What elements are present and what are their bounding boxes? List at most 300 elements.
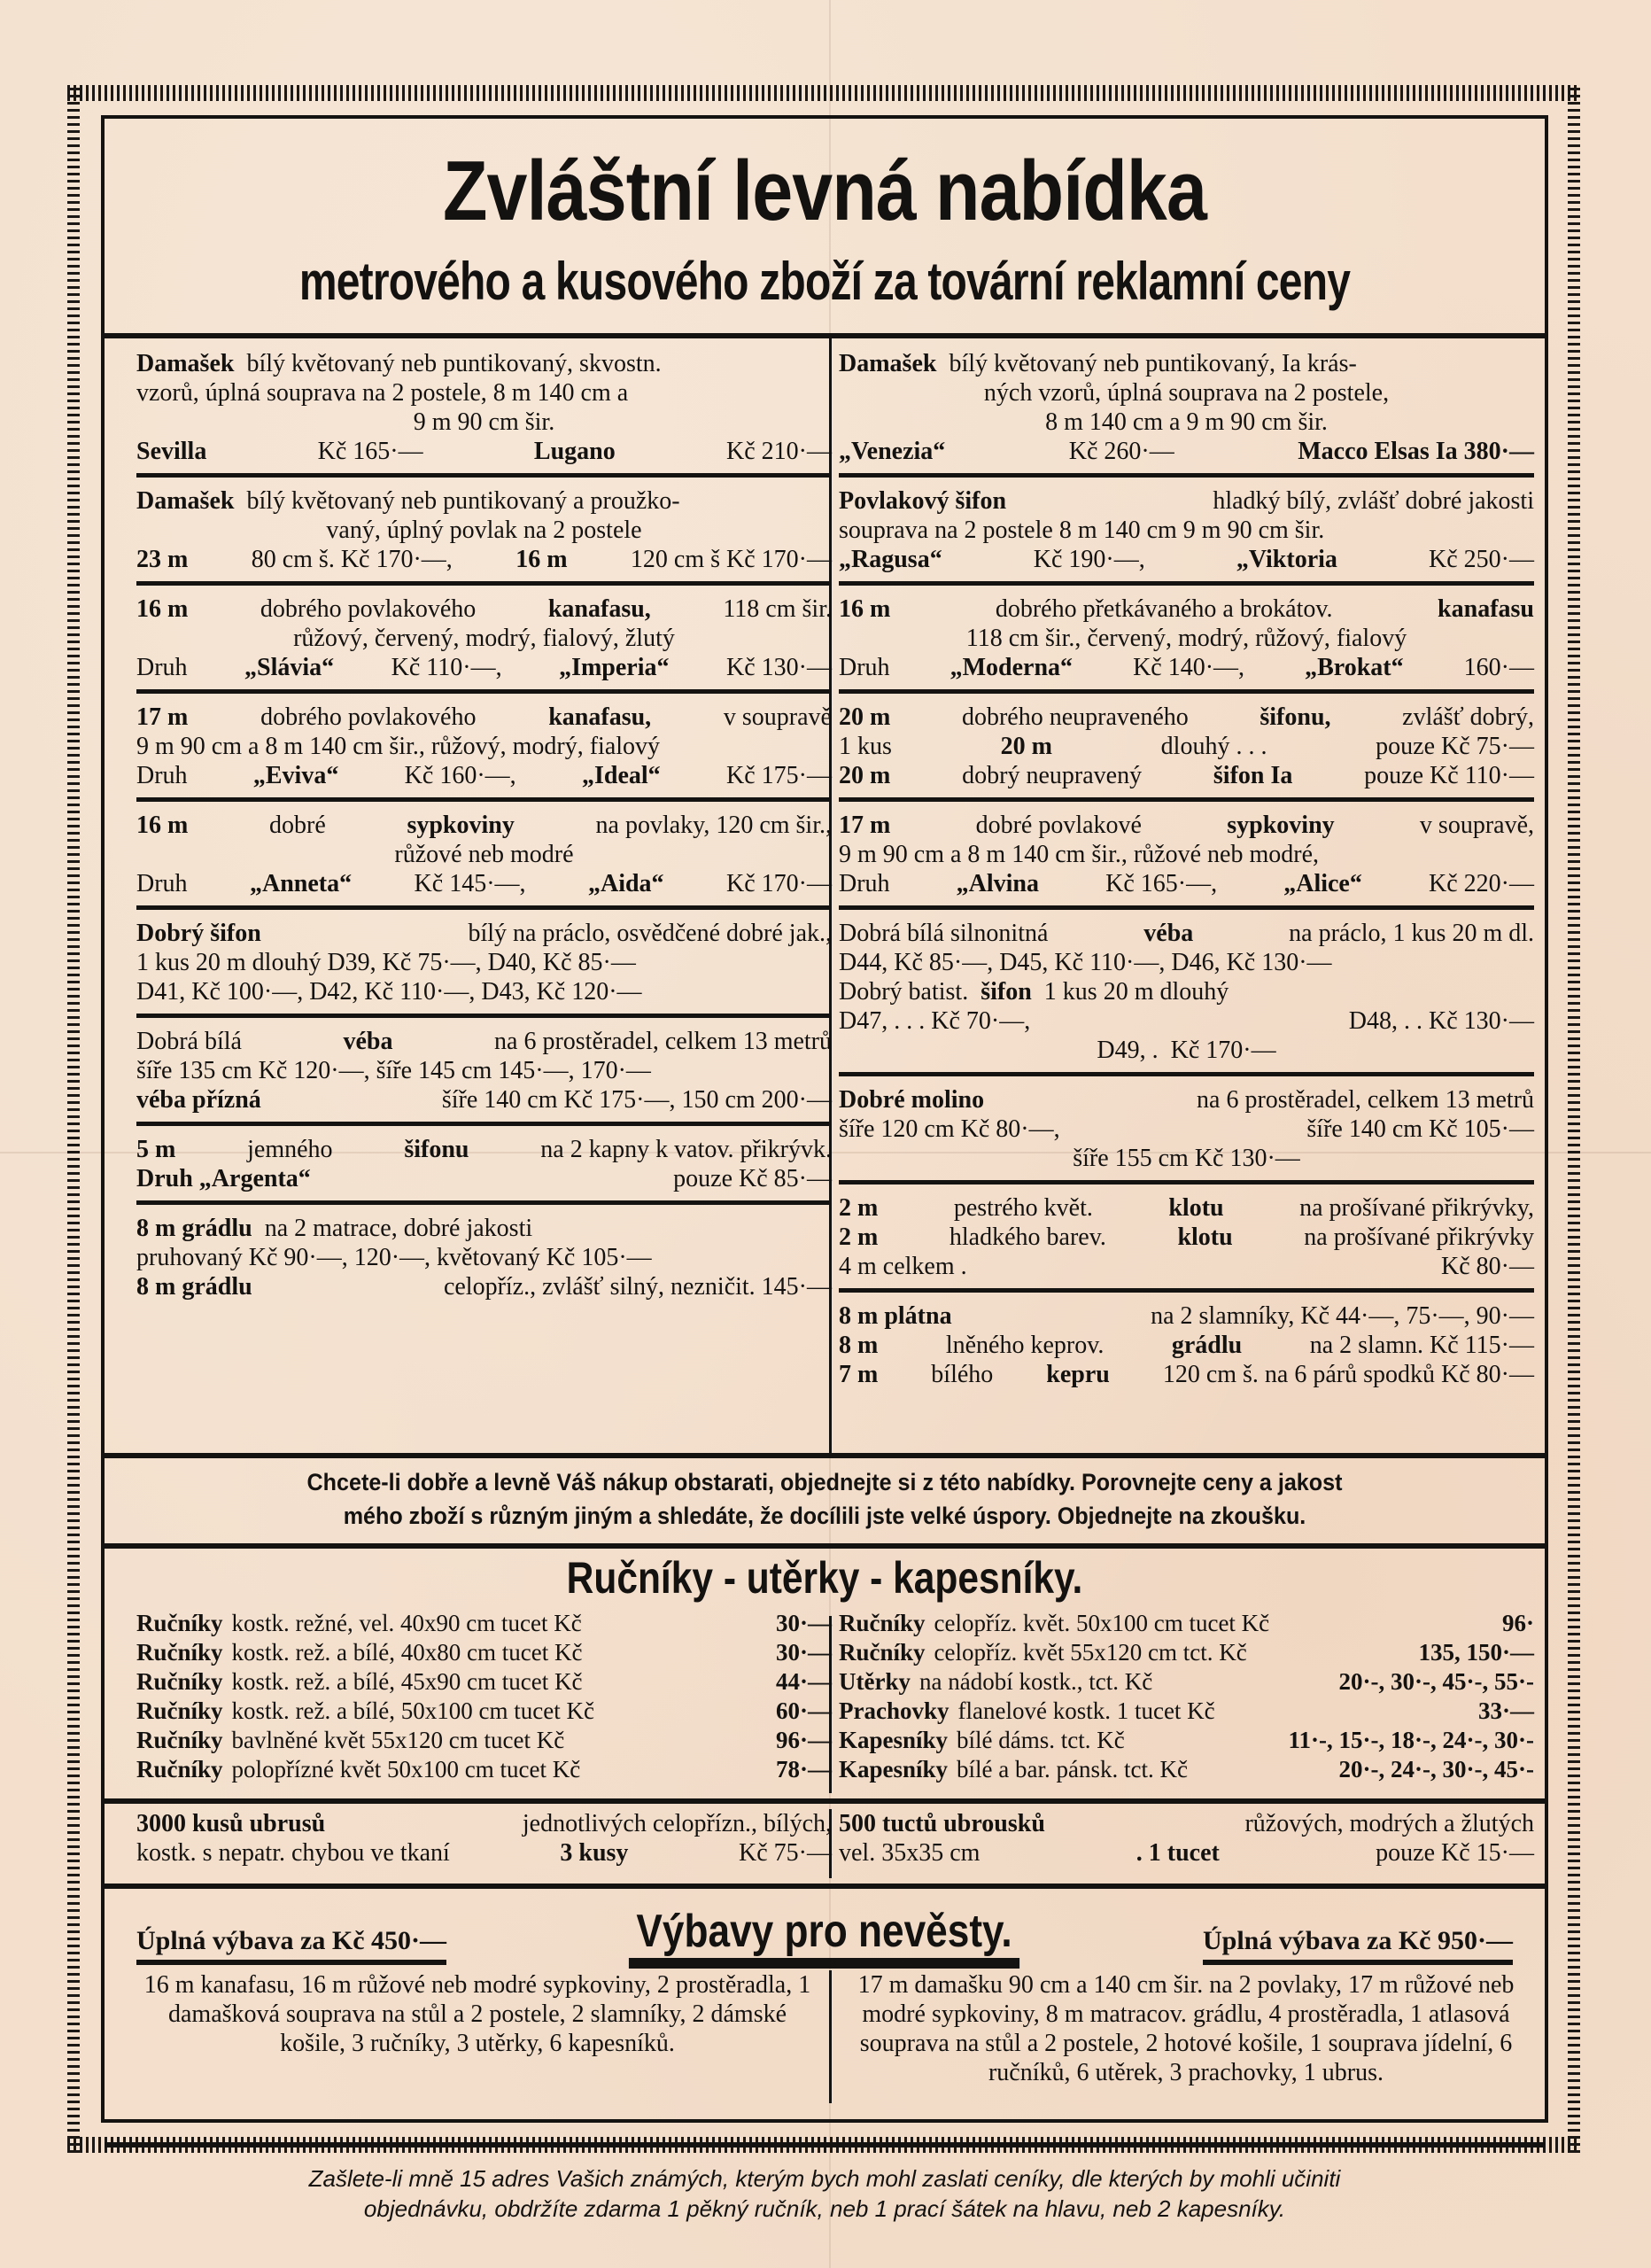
product-price: 33·— [1477, 1697, 1534, 1724]
text-segment: Kč 145·—, [414, 870, 526, 897]
towels-right-list [839, 1609, 1534, 1784]
text-segment: růžový, červený, modrý, fialový, žlutý [293, 625, 675, 652]
text-line [839, 1301, 1534, 1331]
text-line [136, 624, 832, 653]
text-segment: souprava na 2 postele 8 m 140 cm 9 m 90 cm šir. [839, 517, 1325, 544]
text-line [136, 732, 832, 761]
product-price: 96· [1501, 1610, 1534, 1636]
text-segment: vzorů, úplná souprava na 2 postele, 8 m 140 cm a [136, 379, 629, 407]
text-line [136, 1056, 832, 1085]
offer-item [839, 1184, 1534, 1293]
product-description: flanelové kostk. 1 tucet Kč [957, 1697, 1215, 1724]
text-line [839, 653, 1534, 682]
text-segment: dobrého povlakového [260, 703, 477, 731]
text-segment: Kč 165·—, [1105, 870, 1218, 897]
bold-text: 3 kusy [560, 1839, 629, 1867]
text-line [839, 1360, 1534, 1389]
bold-text: Sevilla [136, 438, 207, 465]
text-segment: dobrého povlakového [260, 595, 477, 623]
text-segment: Kč 250·— [1429, 546, 1534, 573]
product-price: 60·— [775, 1697, 832, 1724]
bold-text: Damašek [136, 487, 235, 515]
text-line [136, 1838, 832, 1868]
towel-row [136, 1667, 832, 1697]
tablecloth-bottom-rule [105, 1884, 1545, 1889]
text-line [839, 1036, 1534, 1065]
text-line [839, 349, 1534, 378]
bold-text: 500 tuctů ubrousků [839, 1810, 1045, 1837]
towel-row [136, 1697, 832, 1726]
text-segment: 9 m 90 cm šir. [413, 408, 555, 436]
product-description: bílé a bar. pánsk. tct. Kč [957, 1756, 1188, 1783]
bold-text: Povlakový šifon [839, 487, 1007, 515]
bold-text: sypkoviny [1227, 812, 1335, 839]
text-line [839, 948, 1534, 977]
bold-text: „Viktoria [1236, 546, 1337, 573]
left-offer-column [136, 340, 832, 1309]
offer-item [136, 340, 832, 478]
text-segment: dobrého přetkávaného a brokátov. [995, 595, 1333, 623]
text-line [136, 486, 832, 516]
text-line [839, 1331, 1534, 1360]
text-line [136, 1164, 832, 1193]
towel-row [839, 1638, 1534, 1667]
towels-left-list [136, 1609, 832, 1784]
offer-item [839, 340, 1534, 478]
text-line [136, 977, 832, 1006]
bold-text: véba přízná [136, 1086, 261, 1114]
text-segment: šíře 140 cm Kč 105·— [1306, 1115, 1534, 1143]
bold-text: Damašek [839, 350, 937, 377]
trousseau-950-contents: 17 m damašku 90 cm a 140 cm šir. na 2 povlaky, 17 m růžové neb modré sypkoviny, 8 m matracov. grádlu, 4 prostěradla, 1 atlasová souprava na stůl a 2 postele, 2 hotové košile, 1 souprava jídelní, 6 ručníků, 6 utěrek, 3 prachovky, 1 ubrus. [857, 1971, 1515, 2086]
bold-text: kanafasu, [547, 595, 651, 623]
bold-text: „Ideal“ [581, 762, 661, 789]
text-segment: bílý květovaný neb puntikovaný, skvostn. [246, 350, 662, 377]
text-line [136, 1809, 832, 1838]
bold-text: 7 m [839, 1361, 879, 1388]
text-segment: 9 m 90 cm a 8 m 140 cm šir., růžový, modrý, fialový [136, 733, 661, 760]
text-segment: bílý na práclo, osvědčené dobré jak., [468, 920, 832, 947]
text-segment: Kč 80·— [1441, 1253, 1534, 1280]
product-price: 30·— [775, 1610, 832, 1636]
offer-item [839, 478, 1534, 586]
bold-text: „Eviva“ [252, 762, 339, 789]
product-description: kostk. rež. a bílé, 45x90 cm tucet Kč [231, 1668, 583, 1695]
trousseau-450-contents: 16 m kanafasu, 16 m růžové neb modré sypkoviny, 2 prostěradla, 1 damašková souprava na stůl a 2 postele, 2 slamníky, 2 dámské košile, 3 ručníky, 3 utěrky, 6 kapesníků. [143, 1971, 811, 2057]
bold-text: „Anneta“ [249, 870, 353, 897]
text-segment: 9 m 90 cm a 8 m 140 cm šir., růžové neb modré, [839, 841, 1319, 868]
text-segment: 118 cm šir., červený, modrý, růžový, fialový [965, 625, 1407, 652]
text-line [136, 437, 832, 466]
offer-item [136, 1126, 832, 1205]
bold-text: „Venezia“ [839, 438, 946, 465]
bold-text: 8 m grádlu [136, 1273, 252, 1301]
text-segment: jemného [247, 1136, 333, 1163]
bold-text: Macco Elsas Ia 380·— [1298, 438, 1534, 465]
product-price: 11·-, 15·-, 18·-, 24·-, 30·- [1288, 1727, 1534, 1753]
text-line [136, 349, 832, 378]
product-description: polopřízné květ 50x100 cm tucet Kč [231, 1756, 581, 1783]
text-line [839, 437, 1534, 466]
product-name: Ručníky [136, 1697, 223, 1724]
product-description: bavlněné květ 55x120 cm tucet Kč [231, 1727, 565, 1753]
offer-item [839, 694, 1534, 802]
text-line [839, 1252, 1534, 1281]
bold-text: 8 m plátna [839, 1302, 952, 1330]
promo-line: mého zboží s různým jiným a shledáte, že docílili jste velké úspory. Objednejte na zkoušku. [343, 1503, 1306, 1529]
offer-item [136, 910, 832, 1018]
text-segment: Druh [839, 870, 890, 897]
text-segment: dlouhý . . . [1160, 733, 1267, 760]
bold-text: 16 m [515, 546, 568, 573]
text-segment: 160·— [1463, 654, 1534, 681]
text-line [136, 378, 832, 408]
promo-line: Chcete-li dobře a levně Váš nákup obstarati, objednejte si z této nabídky. Porovnejte ceny a jakost [306, 1469, 1343, 1495]
text-line [839, 624, 1534, 653]
trousseau-450-heading: Úplná výbava za Kč 450·— [136, 1926, 446, 1965]
text-line [839, 1006, 1534, 1036]
bold-text: 2 m [839, 1194, 879, 1222]
product-description: celopříz. květ. 50x100 cm tucet Kč [934, 1610, 1270, 1636]
right-offer-column [839, 340, 1534, 1396]
text-line [839, 378, 1534, 408]
text-segment: šíře 155 cm Kč 130·— [1073, 1145, 1300, 1172]
text-segment: D49, . [1097, 1037, 1159, 1064]
product-name: Ručníky [136, 1639, 223, 1666]
text-segment: dobrého neupraveného [961, 703, 1189, 731]
text-segment: v soupravě, [1419, 812, 1534, 839]
product-name: Ručníky [136, 1756, 223, 1783]
text-line [136, 1085, 832, 1115]
towel-row [136, 1755, 832, 1784]
bold-text: sypkoviny [407, 812, 515, 839]
text-segment: na povlaky, 120 cm šir., [595, 812, 832, 839]
text-line [839, 1085, 1534, 1115]
text-segment: kostk. s nepatr. chybou ve tkaní [136, 1839, 450, 1867]
text-segment: 118 cm šir. [723, 595, 832, 623]
offer-item [136, 1018, 832, 1126]
text-segment: jednotlivých celopřízn., bílých, [522, 1810, 832, 1837]
text-line [136, 1272, 832, 1301]
page-title: Zvláštní levná nabídka [442, 144, 1207, 238]
text-line [136, 408, 832, 437]
text-segment: Dobrý batist. [839, 978, 969, 1006]
text-segment: Kč 165·— [317, 438, 423, 465]
bold-text: 16 m [136, 595, 189, 623]
towel-row [136, 1638, 832, 1667]
text-segment: zvlášť dobrý, [1402, 703, 1534, 731]
product-description: celopříz. květ 55x120 cm tct. Kč [934, 1639, 1247, 1666]
product-description: bílé dáms. tct. Kč [957, 1727, 1125, 1753]
text-line [136, 703, 832, 732]
bold-text: „Alice“ [1283, 870, 1362, 897]
text-segment: 1 kus [839, 733, 892, 760]
product-description: kostk. rež. a bílé, 40x80 cm tucet Kč [231, 1639, 583, 1666]
bold-text: 23 m [136, 546, 189, 573]
text-segment: 8 m 140 cm a 9 m 90 cm šir. [1045, 408, 1328, 436]
text-segment: Kč 175·— [726, 762, 832, 789]
text-line [136, 761, 832, 790]
text-segment: hladkého barev. [949, 1223, 1106, 1251]
text-line [136, 811, 832, 840]
bold-text: 20 m [839, 762, 891, 789]
text-segment: v soupravě [723, 703, 832, 731]
text-segment: 4 m celkem . [839, 1253, 967, 1280]
text-segment: pouze Kč 15·— [1376, 1839, 1534, 1867]
text-line [136, 594, 832, 624]
text-line [839, 811, 1534, 840]
product-name: Kapesníky [839, 1756, 949, 1783]
bold-text: kepru [1046, 1361, 1110, 1388]
offer-item [839, 1293, 1534, 1396]
product-price: 96·— [775, 1727, 832, 1753]
towel-row [136, 1726, 832, 1755]
text-segment: Druh [839, 654, 890, 681]
text-line [839, 1144, 1534, 1173]
text-segment: na 6 prostěradel, celkem 13 metrů [494, 1028, 832, 1055]
text-line [839, 1223, 1534, 1252]
text-segment: hladký bílý, zvlášť dobré jakosti [1213, 487, 1534, 515]
text-line [839, 761, 1534, 790]
bold-text: 8 m grádlu [136, 1215, 252, 1242]
text-segment: šíře 140 cm Kč 175·—, 150 cm 200·— [441, 1086, 832, 1114]
text-segment: pestrého květ. [953, 1194, 1093, 1222]
offer-item [136, 1205, 832, 1309]
offer-item [839, 586, 1534, 694]
bold-text: klotu [1168, 1194, 1224, 1222]
text-segment: růžových, modrých a žlutých [1244, 1810, 1534, 1837]
text-segment: na práclo, 1 kus 20 m dl. [1289, 920, 1534, 947]
product-price: 44·— [775, 1668, 832, 1695]
bold-text: kanafasu [1438, 595, 1534, 623]
bold-text: Dobré molino [839, 1086, 985, 1114]
product-price: 78·— [775, 1756, 832, 1783]
text-segment: bílý květovaný neb puntikovaný a proužko- [246, 487, 680, 515]
bold-text: „Alvina [956, 870, 1040, 897]
towels-bottom-rule [105, 1798, 1545, 1804]
bold-text: grádlu [1171, 1332, 1243, 1359]
text-segment: Dobrá bílá [136, 1028, 242, 1055]
text-segment: dobré povlakové [975, 812, 1142, 839]
towel-row [839, 1755, 1534, 1784]
text-segment: na 2 kapny k vatov. přikrývk. [540, 1136, 832, 1163]
text-line [839, 408, 1534, 437]
text-segment: Kč 140·—, [1133, 654, 1245, 681]
offer-item [839, 1076, 1534, 1184]
towel-row [839, 1667, 1534, 1697]
footer-line: Zašlete-li mně 15 adres Vašich známých, kterým bych mohl zaslati ceníky, dle kterých by mohli učiniti [308, 2165, 1341, 2192]
text-line [136, 1135, 832, 1164]
towel-row [136, 1609, 832, 1638]
text-line [839, 486, 1534, 516]
text-segment: růžové neb modré [394, 841, 574, 868]
text-line [136, 653, 832, 682]
text-line [839, 919, 1534, 948]
text-segment: Kč 160·—, [404, 762, 516, 789]
bold-text: šifon [981, 978, 1032, 1006]
product-name: Prachovky [839, 1697, 950, 1724]
bold-text: „Moderna“ [950, 654, 1074, 681]
brides-title-text: Výbavy pro nevěsty. [629, 1905, 1019, 1969]
bold-text: šifonu, [1260, 703, 1331, 731]
text-segment: Kč 130·— [726, 654, 832, 681]
bold-text: 3000 kusů ubrusů [136, 1810, 326, 1837]
text-segment: vel. 35x35 cm [839, 1839, 981, 1867]
text-line [839, 594, 1534, 624]
text-segment: na prošívané přikrývky [1304, 1223, 1534, 1251]
text-segment: 120 cm š. na 6 párů spodků Kč 80·— [1162, 1361, 1534, 1388]
offer-columns [105, 340, 1545, 1453]
promo-bottom-rule [105, 1543, 1545, 1549]
bold-text: „Slávia“ [244, 654, 335, 681]
header-rule [105, 333, 1545, 338]
towel-row [839, 1697, 1534, 1726]
offer-item [136, 694, 832, 802]
ornament-top [67, 85, 1580, 101]
text-segment: Kč 75·— [739, 1839, 832, 1867]
trousseau-divider [829, 1970, 832, 2103]
text-line [136, 869, 832, 898]
product-name: Ručníky [136, 1668, 223, 1695]
brides-header [105, 1899, 1545, 1961]
text-segment: Kč 220·— [1428, 870, 1534, 897]
offer-item [839, 910, 1534, 1076]
text-line [839, 703, 1534, 732]
bold-text: kanafasu, [548, 703, 652, 731]
text-segment: 1 kus 20 m dlouhý [1043, 978, 1229, 1006]
bold-text: . 1 tucet [1136, 1839, 1220, 1867]
offer-item [136, 478, 832, 586]
text-segment: na 2 slamn. Kč 115·— [1309, 1332, 1534, 1359]
text-segment: Dobrá bílá silnonitná [839, 920, 1049, 947]
text-segment: D41, Kč 100·—, D42, Kč 110·—, D43, Kč 120·— [136, 978, 642, 1006]
trousseau-950-heading: Úplná výbava za Kč 950·— [1203, 1926, 1513, 1965]
bold-text: 17 m [136, 703, 189, 731]
text-line [136, 919, 832, 948]
bold-text: 8 m [839, 1332, 879, 1359]
text-segment: vaný, úplný povlak na 2 postele [326, 517, 642, 544]
text-line [839, 840, 1534, 869]
text-segment: pouze Kč 75·— [1376, 733, 1534, 760]
text-segment: Kč 170·— [1170, 1037, 1276, 1064]
product-price: 20·-, 24·-, 30·-, 45·- [1338, 1756, 1534, 1783]
bold-text: Druh „Argenta“ [136, 1165, 311, 1192]
text-segment: D44, Kč 85·—, D45, Kč 110·—, D46, Kč 130·— [839, 949, 1332, 976]
text-line [839, 1115, 1534, 1144]
text-segment: na prošívané přikrývky, [1299, 1194, 1534, 1222]
towels-section-title: Ručníky - utěrky - kapesníky. [566, 1553, 1083, 1603]
product-price: 20·-, 30·-, 45·-, 55·- [1338, 1668, 1534, 1695]
bold-text: šifonu [404, 1136, 469, 1163]
text-line [839, 1838, 1534, 1868]
text-segment: Kč 110·—, [391, 654, 502, 681]
footer-line: objednávku, obdržíte zdarma 1 pěkný ručník, neb 1 prací šátek na hlavu, neb 2 kapesníky. [363, 2195, 1286, 2222]
offer-item [136, 586, 832, 694]
bold-text: 5 m [136, 1136, 176, 1163]
text-segment: D48, . . Kč 130·— [1348, 1007, 1534, 1035]
bold-text: „Brokat“ [1305, 654, 1404, 681]
bold-text: 16 m [136, 812, 189, 839]
bold-text: 20 m [839, 703, 891, 731]
text-line [839, 1809, 1534, 1838]
bold-text: véba [1143, 920, 1194, 947]
text-line [136, 1027, 832, 1056]
product-name: Ručníky [136, 1727, 223, 1753]
header [105, 119, 1545, 331]
referral-offer [105, 2148, 1545, 2224]
page-subtitle: metrového a kusového zboží za tovární reklamní ceny [298, 252, 1351, 311]
tablecloth-offer [136, 1809, 832, 1868]
text-segment: Druh [136, 870, 188, 897]
text-segment: bílý květovaný neb puntikovaný, Ia krás- [949, 350, 1357, 377]
text-segment: ných vzorů, úplná souprava na 2 postele, [983, 379, 1390, 407]
bold-text: 17 m [839, 812, 891, 839]
text-segment: pouze Kč 85·— [673, 1165, 832, 1192]
offer-item [839, 802, 1534, 910]
text-segment: Kč 170·— [725, 870, 832, 897]
text-line [136, 1243, 832, 1272]
product-price: 30·— [775, 1639, 832, 1666]
text-line [136, 948, 832, 977]
bold-text: „Imperia“ [559, 654, 670, 681]
text-segment: pruhovaný Kč 90·—, 120·—, květovaný Kč 105·— [136, 1244, 652, 1271]
bold-text: 16 m [839, 595, 891, 623]
product-name: Ručníky [839, 1610, 926, 1636]
bold-text: „Aida“ [587, 870, 664, 897]
text-line [136, 840, 832, 869]
text-segment: Kč 260·— [1068, 438, 1174, 465]
bold-text: Dobrý šifon [136, 920, 261, 947]
text-segment: pouze Kč 110·— [1364, 762, 1534, 789]
text-segment: 120 cm š Kč 170·— [630, 546, 832, 573]
text-line [839, 516, 1534, 545]
text-segment: 1 kus 20 m dlouhý D39, Kč 75·—, D40, Kč 85·— [136, 949, 636, 976]
towel-row [839, 1609, 1534, 1638]
text-segment: Druh [136, 762, 188, 789]
product-name: Ručníky [839, 1639, 926, 1666]
text-segment: bílého [931, 1361, 994, 1388]
bold-text: šifon Ia [1213, 762, 1293, 789]
napkin-offer [839, 1809, 1534, 1868]
text-line [839, 1193, 1534, 1223]
product-price: 135, 150·— [1418, 1639, 1534, 1666]
text-segment: dobré [269, 812, 326, 839]
ornament-right [1568, 85, 1580, 2153]
bold-text: véba [343, 1028, 393, 1055]
text-line [839, 869, 1534, 898]
text-line [839, 732, 1534, 761]
text-segment: Kč 210·— [726, 438, 832, 465]
offer-item [136, 802, 832, 910]
promo-text [155, 1458, 1494, 1549]
product-name: Kapesníky [839, 1727, 949, 1753]
bold-text: klotu [1177, 1223, 1233, 1251]
product-name: Ručníky [136, 1610, 223, 1636]
text-segment: dobrý neupravený [962, 762, 1143, 789]
text-line [839, 545, 1534, 574]
text-segment: Druh [136, 654, 188, 681]
text-line [839, 977, 1534, 1006]
advertisement-frame [101, 115, 1548, 2222]
product-description: na nádobí kostk., tct. Kč [919, 1668, 1153, 1695]
text-segment: lněného keprov. [945, 1332, 1105, 1359]
text-segment: šíře 120 cm Kč 80·—, [839, 1115, 1060, 1143]
product-description: kostk. rež. a bílé, 50x100 cm tucet Kč [231, 1697, 594, 1724]
product-name: Utěrky [839, 1668, 911, 1695]
text-segment: na 2 matrace, dobré jakosti [264, 1215, 533, 1242]
bold-text: 20 m [1000, 733, 1052, 760]
product-description: kostk. režné, vel. 40x90 cm tucet Kč [231, 1610, 582, 1636]
